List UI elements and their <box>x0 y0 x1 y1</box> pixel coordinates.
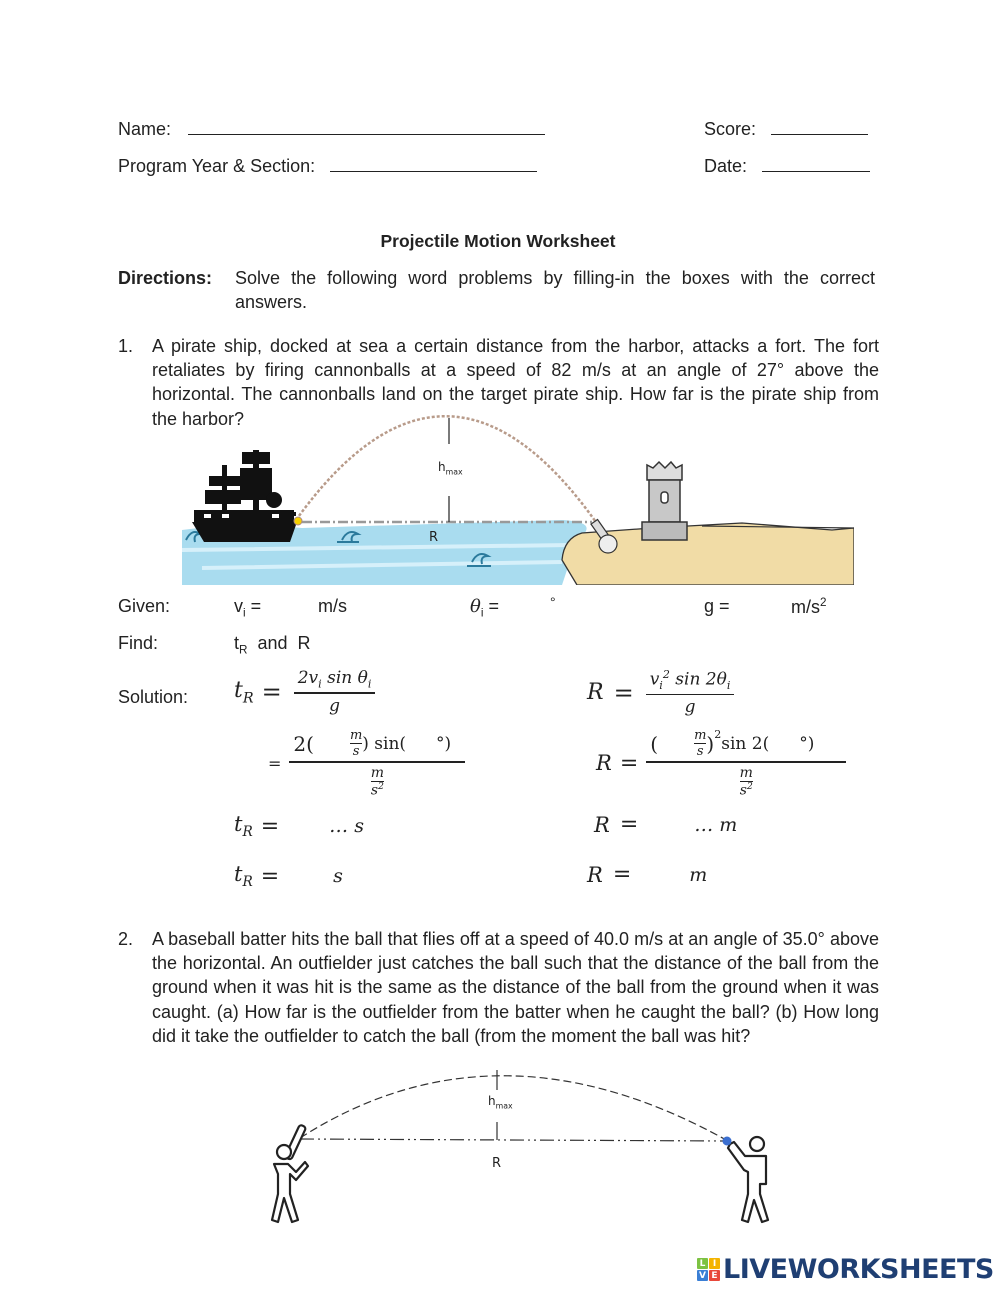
given-vi: $v_i$ = <box>234 596 262 620</box>
program-field-row <box>118 156 537 177</box>
vi-unit: m/s <box>318 596 347 616</box>
baseball-figure <box>250 1062 780 1232</box>
directions-label: Directions: <box>118 268 213 288</box>
given-label: Given: <box>118 596 171 616</box>
logo-tile: I <box>709 1258 720 1269</box>
logo-tile: V <box>697 1270 708 1281</box>
given-theta: $\theta_i$ = <box>470 596 499 620</box>
score-label: Score: <box>704 119 757 139</box>
pirate-fort-figure <box>182 410 854 585</box>
R-approx-answer-box[interactable] <box>638 814 694 836</box>
problem-2-text: A baseball batter hits the ball that flies off at a speed of 40.0 m/s at an angle of 35.0° above the horizontal. An outfielder just catches the ball such that the distance of the ball from the ground when it was hit is the same as the distance of the ball from the ground when it was caught. (a) How far is the outfielder from the batter when he caught the ball? (b) How long did it take the outfielder to catch the ball (from the moment the ball was hit? <box>152 929 879 1046</box>
problem-1-number: 1. <box>118 336 134 356</box>
find-label: Find: <box>118 633 159 653</box>
projectile-diagram-svg <box>182 410 854 585</box>
hmax-label: $h_{max}$ <box>488 1094 513 1111</box>
vi-answer-box[interactable] <box>268 594 314 616</box>
range-label: R <box>492 1156 502 1171</box>
page-title: Projectile Motion Worksheet <box>380 231 616 251</box>
live-tiles-icon <box>697 1258 720 1281</box>
name-field-row <box>118 119 545 140</box>
tR-formula: $t_R$ = $\frac{2v_i \sin \theta_i}{g}$ <box>234 668 375 716</box>
logo-text: LIVEWORKSHEETS <box>723 1254 994 1285</box>
R-final: R = m <box>587 862 708 887</box>
range-line <box>300 1139 726 1141</box>
tower-icon <box>642 462 687 540</box>
problem-2-number: 2. <box>118 929 134 949</box>
R-final-answer-box[interactable] <box>631 864 689 886</box>
name-input-line[interactable] <box>188 119 545 135</box>
R-vi-answer-box[interactable] <box>658 734 694 754</box>
R-theta-answer-box[interactable] <box>769 734 799 754</box>
tR-final-answer-box[interactable] <box>279 865 333 887</box>
logo-tile: E <box>709 1270 720 1281</box>
theta-answer-box[interactable] <box>505 594 547 616</box>
program-label: Program Year & Section: <box>118 156 316 176</box>
given-g: g = <box>704 596 730 616</box>
liveworksheets-logo[interactable] <box>697 1254 994 1285</box>
date-label: Date: <box>704 156 748 176</box>
hmax-label: $h_{max}$ <box>438 460 463 477</box>
theta-unit: ° <box>550 594 556 610</box>
pirate-ship-icon <box>192 450 297 542</box>
ball-trajectory-arc <box>300 1076 728 1141</box>
name-label: Name: <box>118 119 172 139</box>
tR-theta-answer-box[interactable] <box>406 734 436 754</box>
program-input-line[interactable] <box>330 156 537 172</box>
tR-vi-answer-box[interactable] <box>314 734 350 754</box>
cannonball-icon <box>294 517 302 525</box>
tR-final: $t_R$ = s <box>234 862 343 891</box>
tR-substitution: = 2( $\frac{m}{s}$ ) sin( °) $\frac{m}{s^2}$ <box>268 728 465 799</box>
baseball-icon <box>723 1137 732 1146</box>
score-field-row <box>704 119 868 140</box>
R-substitution: R = ( $\frac{m}{s}$ ) $^2$ sin 2( °) $\frac{m}{s^2}$ <box>596 728 846 799</box>
fielder-icon <box>728 1137 768 1222</box>
tR-approx-answer-box[interactable] <box>279 815 329 837</box>
date-input-line[interactable] <box>762 156 870 172</box>
g-answer-box[interactable] <box>742 594 786 616</box>
date-field-row <box>704 156 870 177</box>
find-targets: $t_R$ and R <box>234 633 311 657</box>
R-formula: R = $\frac{v_i^2 \sin 2\theta_i}{g}$ <box>587 668 734 717</box>
problem-1-text: A pirate ship, docked at sea a certain distance from the harbor, attacks a fort. The fort retaliates by firing cannonballs at a speed of 82 m/s at an angle of 27° above the horizontal. The cannonballs land on the target pirate ship. How far is the pirate ship from the harbor? <box>152 336 879 429</box>
g-unit: $m/s^2$ <box>791 596 827 617</box>
range-label: R <box>429 530 439 545</box>
solution-label: Solution: <box>118 687 189 707</box>
score-input-line[interactable] <box>771 119 868 135</box>
tR-approx: $t_R$ = … s <box>234 812 364 841</box>
baseball-trajectory-svg <box>250 1062 780 1232</box>
directions-text: Solve the following word problems by filling-in the boxes with the correct answers. <box>235 268 875 313</box>
R-approx: R = … m <box>594 812 738 837</box>
logo-tile: L <box>697 1258 708 1269</box>
